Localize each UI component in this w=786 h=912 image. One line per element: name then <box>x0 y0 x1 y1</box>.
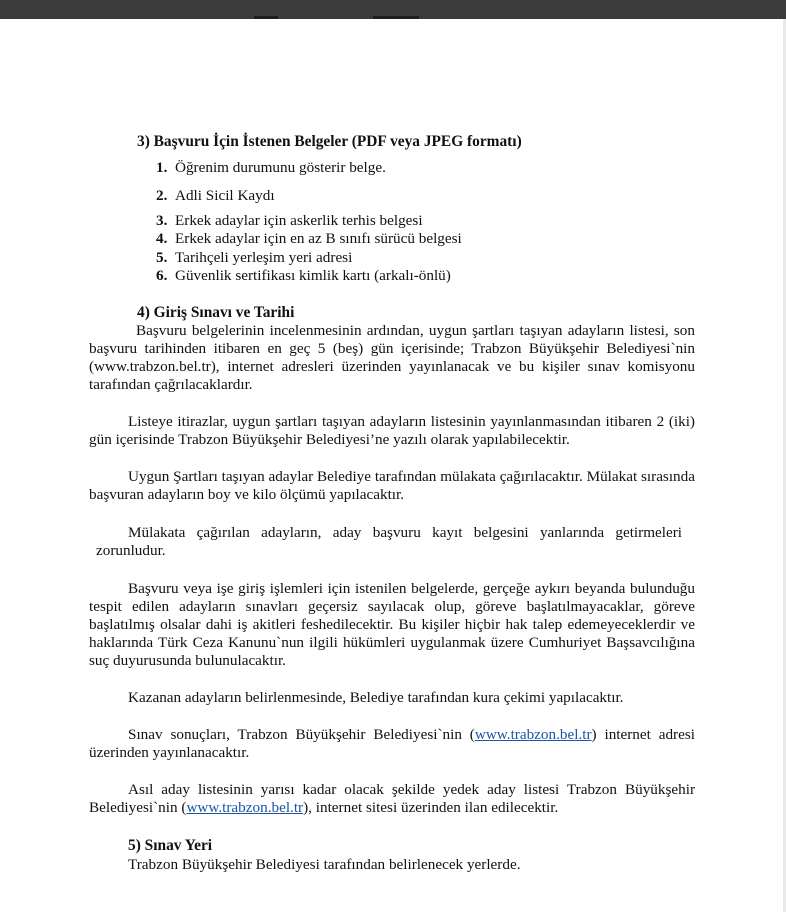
reserve-text-before: Asıl aday listesinin yarısı kadar olacak şekilde yedek aday listesi Trabzon Büyükşehir Belediyesi`nin ( <box>89 781 695 816</box>
list-item-number: 3. <box>156 212 168 229</box>
list-item-number: 5. <box>156 249 168 266</box>
section4-heading: 4) Giriş Sınavı ve Tarihi <box>137 304 295 321</box>
list-item-text: Öğrenim durumunu gösterir belge. <box>175 159 386 176</box>
list-item-text: Erkek adaylar için en az B sınıfı sürücü belgesi <box>175 230 462 247</box>
list-item <box>156 230 462 248</box>
reserve-text-after: ), internet sitesi üzerinden ilan edilecektir. <box>303 799 559 816</box>
reserve-website-link[interactable]: www.trabzon.bel.tr <box>186 799 304 816</box>
list-item <box>156 249 352 267</box>
list-item-number: 6. <box>156 267 168 284</box>
list-item <box>156 212 423 230</box>
list-item <box>156 159 386 177</box>
paragraph-shortlist: Başvuru belgelerinin incelenmesinin ardından, uygun şartları taşıyan adayların listesi, son başvuru tarihinden itibaren en geç 5 (beş) gün içerisinde; Trabzon Büyükşehir Belediyesi`nin (www.trabzon.bel.tr), internet adresleri üzerinden yayınlanacak ve bu kişiler sınav komisyonu tarafından çağrılacaklardır. <box>89 322 695 393</box>
list-item-number: 2. <box>156 187 168 204</box>
paragraph-false-declaration: Başvuru veya işe giriş işlemleri için istenilen belgelerde, gerçeğe aykırı beyanda bulunduğu tespit edilen adayların sınavları geçersiz sayılacak olup, göreve başlatılmayacaklar, göreve başlatılmış olsalar dahi iş akitleri feshedilecektir. Bu kişiler hiçbir hak talep edemeyeceklerdir ve haklarında Türk Ceza Kanunu`nun ilgili hükümleri uygulanmak üzere Cumhuriyet Başsavcılığına suç duyurusunda bulunulacaktır. <box>89 580 695 669</box>
results-text-before: Sınav sonuçları, Trabzon Büyükşehir Belediyesi`nin ( <box>128 726 475 743</box>
paragraph-results <box>89 726 695 762</box>
paragraph-documents-line2: zorunludur. <box>96 542 166 559</box>
list-item-text: Tarihçeli yerleşim yeri adresi <box>175 249 353 266</box>
paragraph-interview: Uygun Şartları taşıyan adaylar Belediye tarafından mülakata çağırılacaktır. Mülakat sırasında başvuran adayların boy ve kilo ölçümü yapılacaktır. <box>89 468 695 503</box>
viewer-toolbar <box>0 0 786 19</box>
list-item-text: Adli Sicil Kaydı <box>175 187 275 204</box>
list-item-text: Güvenlik sertifikası kimlik kartı (arkalı-önlü) <box>175 267 451 284</box>
list-item <box>156 267 451 285</box>
paragraph-lottery: Kazanan adayların belirlenmesinde, Belediye tarafından kura çekimi yapılacaktır. <box>128 689 624 706</box>
results-website-link[interactable]: www.trabzon.bel.tr <box>474 726 592 743</box>
list-item-number: 1. <box>156 159 168 176</box>
section3-heading: 3) Başvuru İçin İstenen Belgeler (PDF veya JPEG formatı) <box>137 133 522 150</box>
list-item-text: Erkek adaylar için askerlik terhis belgesi <box>175 212 423 229</box>
list-item <box>156 187 275 205</box>
list-item-number: 4. <box>156 230 168 247</box>
document-page <box>0 19 783 912</box>
paragraph-objections: Listeye itirazlar, uygun şartları taşıyan adayların listesinin yayınlanmasından itibaren 2 (iki) gün içerisinde Trabzon Büyükşehir Belediyesi’ne yazılı olarak yapılabilecektir. <box>89 413 695 448</box>
paragraph-documents-line1: Mülakata çağırılan adayların, aday başvuru kayıt belgesini yanlarında getirmeleri <box>128 524 682 541</box>
paragraph-reserve-list <box>89 781 695 817</box>
section5-text: Trabzon Büyükşehir Belediyesi tarafından belirlenecek yerlerde. <box>128 856 521 873</box>
section5-heading: 5) Sınav Yeri <box>128 837 213 854</box>
results-text-after: ) internet adresi üzerinden yayınlanacaktır. <box>89 726 695 761</box>
